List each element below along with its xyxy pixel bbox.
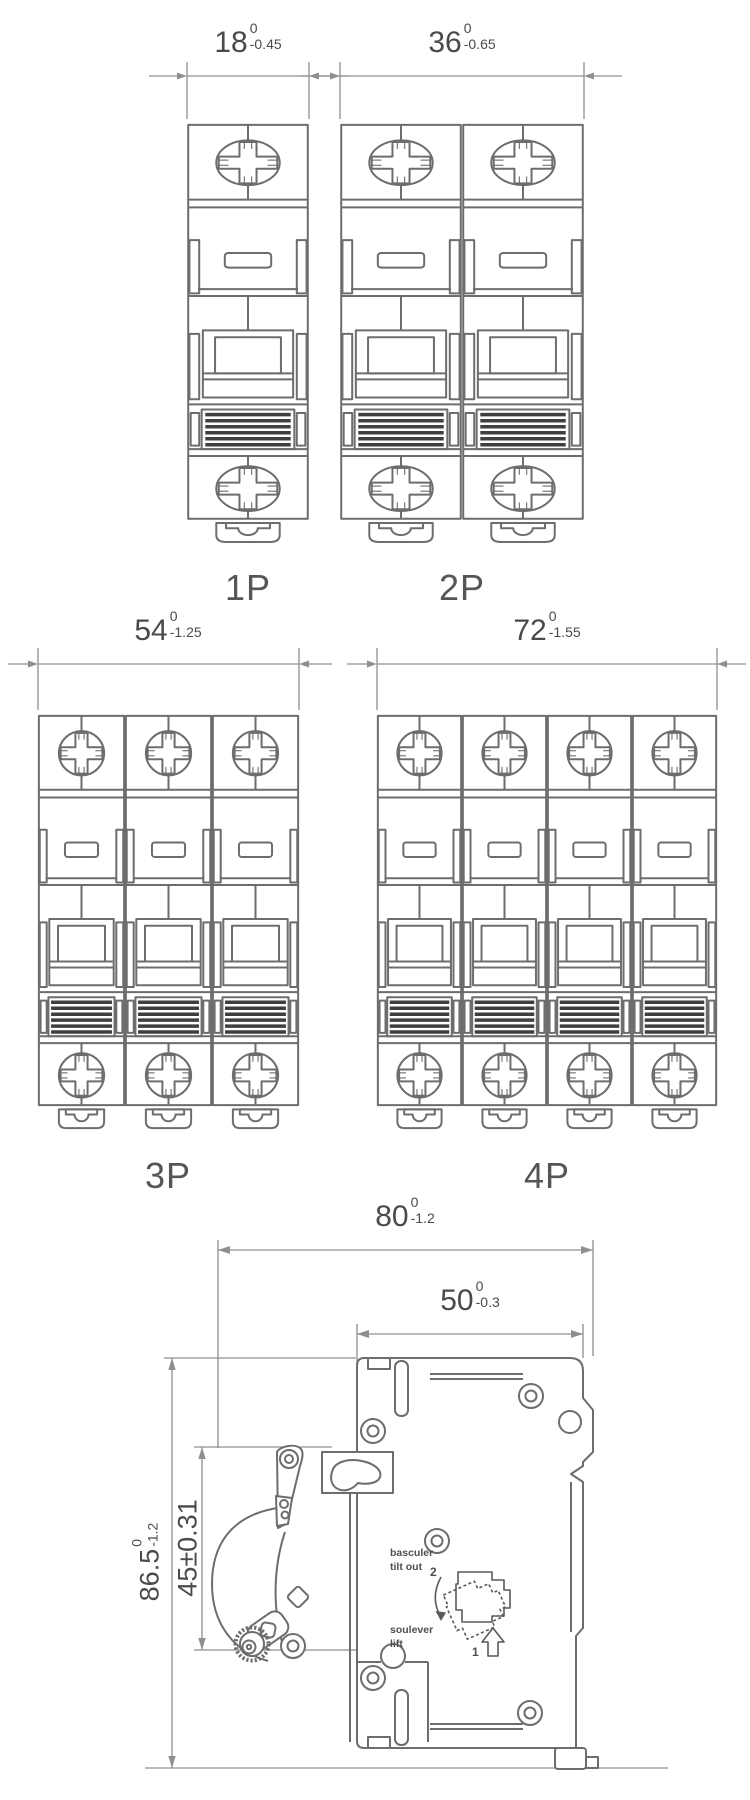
dim-line-4p-width [347, 648, 746, 710]
dim-depth-to-rail [440, 1278, 500, 1317]
tolerance-lower: -0.3 [475, 1294, 500, 1311]
dim-value: 80 [375, 1200, 409, 1233]
instruction-tilt-text [390, 1547, 433, 1574]
figure-label-2p: 2P [438, 567, 486, 608]
breaker-2p-front-view [341, 125, 583, 542]
tolerance-upper: 0 [249, 20, 258, 36]
breaker-3p-front-view [39, 716, 298, 1128]
dim-value: 54 [134, 614, 168, 647]
tolerance-lower: -1.2 [144, 1522, 161, 1547]
tolerance-lower: -1.25 [169, 624, 202, 641]
dim-value: 36 [428, 26, 462, 59]
tolerance-upper: 0 [128, 1538, 145, 1547]
tolerance-upper: 0 [169, 608, 178, 624]
tolerance-upper: 0 [463, 20, 472, 36]
dim-line-1p-width [149, 62, 347, 119]
dim-depth-total [375, 1194, 435, 1233]
instruction-lift-fr: soulever [390, 1624, 434, 1636]
figure-label-1p: 1P [224, 567, 272, 608]
breaker-1p-front-view [188, 125, 308, 542]
dim-value: 72 [513, 614, 547, 647]
instruction-lift-text [390, 1624, 433, 1651]
figure-label-4p: 4P [523, 1155, 571, 1196]
square-shaft-hole [287, 1586, 310, 1609]
dim-value: 50 [440, 1284, 474, 1317]
dim-value: 18 [214, 26, 248, 59]
dim-line-2p-width [302, 62, 622, 119]
dim-4p-width [513, 608, 581, 647]
instruction-step-2: 2 [430, 1565, 437, 1579]
dim-height-total [128, 1522, 165, 1602]
figure-label-3p: 3P [144, 1155, 192, 1196]
tolerance-lower: -1.2 [410, 1210, 435, 1227]
tolerance-lower: -0.45 [249, 36, 282, 53]
breaker-4p-front-view [378, 716, 716, 1128]
din-clip-foot [555, 1748, 598, 1769]
instruction-lift-en: lift [390, 1637, 403, 1650]
tolerance-upper: 0 [475, 1278, 484, 1294]
instruction-tilt-en: tilt out [390, 1560, 423, 1573]
dim-2p-width [428, 20, 496, 59]
tolerance-lower: -1.55 [548, 624, 581, 641]
instruction-step-1: 1 [472, 1645, 479, 1659]
dim-line-3p-width [8, 648, 332, 710]
dim-value: 86.5 [134, 1548, 165, 1602]
dim-1p-width [214, 20, 282, 59]
tolerance-upper: 0 [410, 1194, 419, 1210]
dim-value: 45±0.31 [172, 1499, 203, 1597]
dim-3p-width [134, 608, 202, 647]
tolerance-lower: -0.65 [463, 36, 496, 53]
tolerance-upper: 0 [548, 608, 557, 624]
knurled-adjustment-wheel [236, 1628, 269, 1661]
dim-front-height [172, 1499, 203, 1597]
instruction-tilt-fr: basculer [390, 1547, 434, 1559]
